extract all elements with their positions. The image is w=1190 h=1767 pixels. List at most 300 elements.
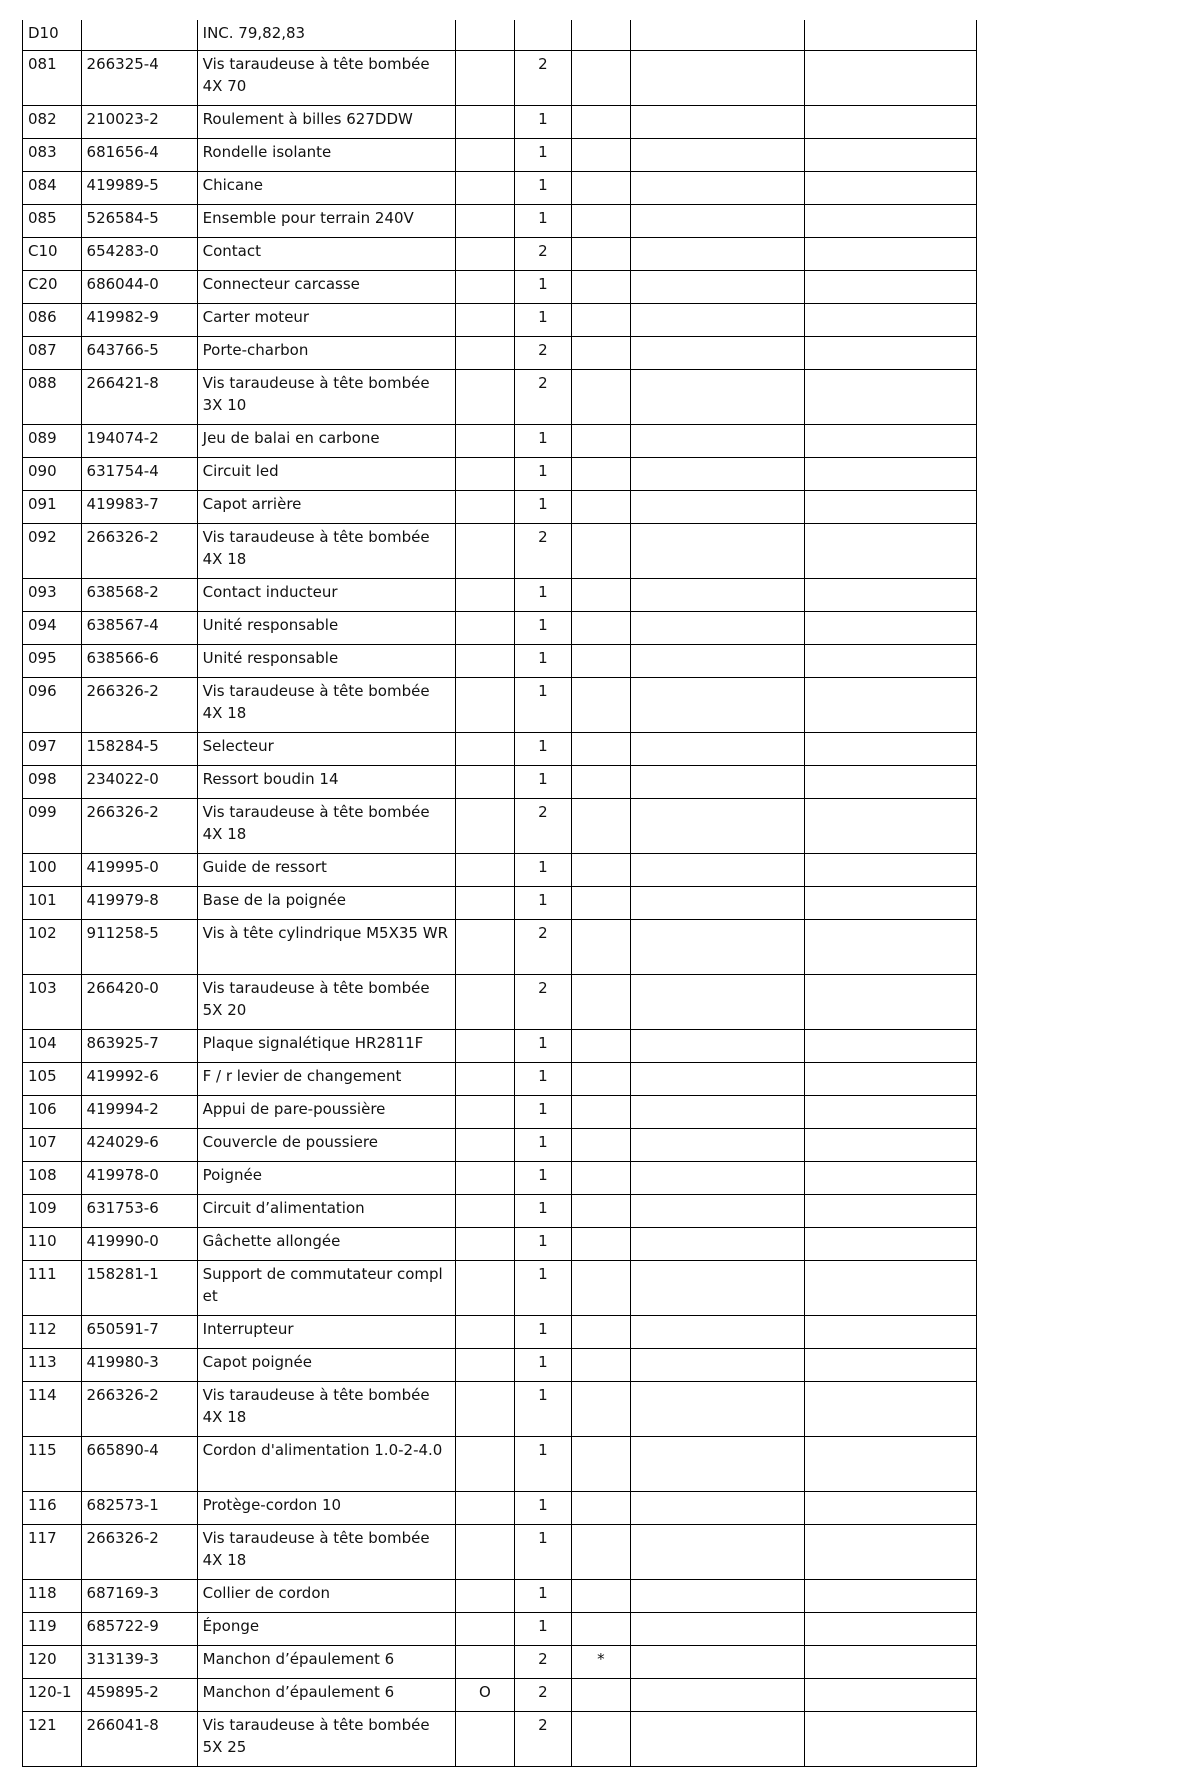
note-cell <box>572 1613 631 1646</box>
note-cell <box>572 1712 631 1767</box>
note-cell <box>572 51 631 106</box>
part-number-cell: 419992-6 <box>81 1063 197 1096</box>
table-row <box>23 1261 977 1316</box>
item-number-cell: 106 <box>23 1096 82 1129</box>
item-number-cell: 119 <box>23 1613 82 1646</box>
item-number-cell: 083 <box>23 139 82 172</box>
remarks-cell <box>630 20 805 51</box>
extra-cell <box>805 1261 977 1316</box>
note-cell <box>572 799 631 854</box>
option-cell <box>456 1162 515 1195</box>
extra-cell <box>805 1030 977 1063</box>
note-cell <box>572 20 631 51</box>
item-number-cell: 110 <box>23 1228 82 1261</box>
extra-cell <box>805 920 977 975</box>
item-number-cell: 114 <box>23 1382 82 1437</box>
remarks-cell <box>630 337 805 370</box>
note-cell <box>572 139 631 172</box>
note-cell <box>572 1525 631 1580</box>
quantity-cell: 2 <box>514 51 572 106</box>
quantity-cell: 1 <box>514 1063 572 1096</box>
part-number-cell: 685722-9 <box>81 1613 197 1646</box>
extra-cell <box>805 20 977 51</box>
description-cell: Capot arrière <box>197 491 455 524</box>
description-cell: Ressort boudin 14 <box>197 766 455 799</box>
note-cell <box>572 271 631 304</box>
item-number-cell: 088 <box>23 370 82 425</box>
table-row <box>23 1096 977 1129</box>
part-number-cell: 234022-0 <box>81 766 197 799</box>
quantity-cell: 1 <box>514 1129 572 1162</box>
quantity-cell: 1 <box>514 139 572 172</box>
quantity-cell: 1 <box>514 205 572 238</box>
note-cell <box>572 370 631 425</box>
option-cell <box>456 645 515 678</box>
remarks-cell <box>630 1492 805 1525</box>
remarks-cell <box>630 425 805 458</box>
note-cell <box>572 1349 631 1382</box>
description-cell: Vis taraudeuse à tête bombée 5X 25 <box>197 1712 455 1767</box>
table-row <box>23 612 977 645</box>
option-cell <box>456 1613 515 1646</box>
item-number-cell: 118 <box>23 1580 82 1613</box>
remarks-cell <box>630 51 805 106</box>
quantity-cell: 1 <box>514 1261 572 1316</box>
quantity-cell: 1 <box>514 458 572 491</box>
item-number-cell: 097 <box>23 733 82 766</box>
part-number-cell: 266420-0 <box>81 975 197 1030</box>
remarks-cell <box>630 1525 805 1580</box>
part-number-cell: 459895-2 <box>81 1679 197 1712</box>
quantity-cell: 1 <box>514 1316 572 1349</box>
table-row <box>23 766 977 799</box>
item-number-cell: 096 <box>23 678 82 733</box>
table-row <box>23 1679 977 1712</box>
quantity-cell: 2 <box>514 1679 572 1712</box>
option-cell <box>456 1096 515 1129</box>
part-number-cell: 911258-5 <box>81 920 197 975</box>
remarks-cell <box>630 1316 805 1349</box>
extra-cell <box>805 425 977 458</box>
extra-cell <box>805 172 977 205</box>
remarks-cell <box>630 458 805 491</box>
part-number-cell: 266325-4 <box>81 51 197 106</box>
description-cell: Vis taraudeuse à tête bombée 3X 10 <box>197 370 455 425</box>
item-number-cell: 082 <box>23 106 82 139</box>
option-cell <box>456 766 515 799</box>
item-number-cell: 086 <box>23 304 82 337</box>
description-cell: Vis taraudeuse à tête bombée 4X 18 <box>197 1525 455 1580</box>
table-row <box>23 106 977 139</box>
note-cell <box>572 1129 631 1162</box>
item-number-cell: 090 <box>23 458 82 491</box>
option-cell <box>456 491 515 524</box>
extra-cell <box>805 975 977 1030</box>
quantity-cell: 1 <box>514 1382 572 1437</box>
part-number-cell: 158284-5 <box>81 733 197 766</box>
remarks-cell <box>630 975 805 1030</box>
option-cell <box>456 1228 515 1261</box>
item-number-cell: 109 <box>23 1195 82 1228</box>
remarks-cell <box>630 106 805 139</box>
part-number-cell: 266421-8 <box>81 370 197 425</box>
remarks-cell <box>630 1228 805 1261</box>
remarks-cell <box>630 733 805 766</box>
note-cell <box>572 1316 631 1349</box>
extra-cell <box>805 1580 977 1613</box>
table-row <box>23 1492 977 1525</box>
quantity-cell: 1 <box>514 887 572 920</box>
extra-cell <box>805 524 977 579</box>
quantity-cell: 1 <box>514 854 572 887</box>
quantity-cell: 1 <box>514 1030 572 1063</box>
item-number-cell: 092 <box>23 524 82 579</box>
description-cell: Unité responsable <box>197 645 455 678</box>
description-cell: Unité responsable <box>197 612 455 645</box>
item-number-cell: 112 <box>23 1316 82 1349</box>
quantity-cell: 1 <box>514 172 572 205</box>
item-number-cell: 093 <box>23 579 82 612</box>
extra-cell <box>805 1712 977 1767</box>
note-cell <box>572 1261 631 1316</box>
note-cell <box>572 238 631 271</box>
note-cell <box>572 1382 631 1437</box>
part-number-cell: 266326-2 <box>81 678 197 733</box>
remarks-cell <box>630 238 805 271</box>
remarks-cell <box>630 887 805 920</box>
description-cell: Circuit led <box>197 458 455 491</box>
option-cell <box>456 425 515 458</box>
item-number-cell: 085 <box>23 205 82 238</box>
part-number-cell: 681656-4 <box>81 139 197 172</box>
description-cell: Manchon d’épaulement 6 <box>197 1679 455 1712</box>
table-row <box>23 370 977 425</box>
extra-cell <box>805 854 977 887</box>
table-row <box>23 1063 977 1096</box>
note-cell <box>572 205 631 238</box>
part-number-cell: 158281-1 <box>81 1261 197 1316</box>
note-cell <box>572 1580 631 1613</box>
option-cell <box>456 1492 515 1525</box>
quantity-cell: 2 <box>514 799 572 854</box>
option-cell <box>456 1437 515 1492</box>
description-cell: Poignée <box>197 1162 455 1195</box>
description-cell: Vis à tête cylindrique M5X35 WR <box>197 920 455 975</box>
remarks-cell <box>630 1646 805 1679</box>
quantity-cell: 1 <box>514 645 572 678</box>
description-cell: Plaque signalétique HR2811F <box>197 1030 455 1063</box>
quantity-cell: 2 <box>514 975 572 1030</box>
extra-cell <box>805 1349 977 1382</box>
item-number-cell: 100 <box>23 854 82 887</box>
quantity-cell: 1 <box>514 1525 572 1580</box>
item-number-cell: 121 <box>23 1712 82 1767</box>
quantity-cell: 2 <box>514 920 572 975</box>
quantity-cell: 1 <box>514 106 572 139</box>
part-number-cell: 419994-2 <box>81 1096 197 1129</box>
note-cell: * <box>572 1646 631 1679</box>
table-row <box>23 1030 977 1063</box>
extra-cell <box>805 1316 977 1349</box>
remarks-cell <box>630 205 805 238</box>
quantity-cell: 2 <box>514 337 572 370</box>
note-cell <box>572 645 631 678</box>
description-cell: Ensemble pour terrain 240V <box>197 205 455 238</box>
part-number-cell: 631753-6 <box>81 1195 197 1228</box>
extra-cell <box>805 1382 977 1437</box>
description-cell: Jeu de balai en carbone <box>197 425 455 458</box>
extra-cell <box>805 139 977 172</box>
note-cell <box>572 1063 631 1096</box>
option-cell <box>456 1349 515 1382</box>
quantity-cell: 1 <box>514 678 572 733</box>
extra-cell <box>805 205 977 238</box>
extra-cell <box>805 733 977 766</box>
remarks-cell <box>630 1580 805 1613</box>
note-cell <box>572 337 631 370</box>
table-row <box>23 139 977 172</box>
remarks-cell <box>630 1712 805 1767</box>
note-cell <box>572 1096 631 1129</box>
part-number-cell: 654283-0 <box>81 238 197 271</box>
note-cell <box>572 920 631 975</box>
quantity-cell: 1 <box>514 612 572 645</box>
extra-cell <box>805 1063 977 1096</box>
description-cell: Vis taraudeuse à tête bombée 4X 18 <box>197 799 455 854</box>
option-cell <box>456 854 515 887</box>
remarks-cell <box>630 1129 805 1162</box>
table-row <box>23 1195 977 1228</box>
part-number-cell: 266326-2 <box>81 799 197 854</box>
description-cell: F / r levier de changement <box>197 1063 455 1096</box>
remarks-cell <box>630 1096 805 1129</box>
table-row <box>23 854 977 887</box>
part-number-cell: 419990-0 <box>81 1228 197 1261</box>
extra-cell <box>805 337 977 370</box>
extra-cell <box>805 1525 977 1580</box>
description-cell: Contact <box>197 238 455 271</box>
option-cell <box>456 304 515 337</box>
item-number-cell: D10 <box>23 20 82 51</box>
option-cell <box>456 975 515 1030</box>
option-cell <box>456 887 515 920</box>
extra-cell <box>805 1646 977 1679</box>
part-number-cell: 638566-6 <box>81 645 197 678</box>
parts-table <box>22 20 977 1767</box>
option-cell <box>456 1646 515 1679</box>
note-cell <box>572 172 631 205</box>
table-row <box>23 1228 977 1261</box>
note-cell <box>572 579 631 612</box>
description-cell: Circuit d’alimentation <box>197 1195 455 1228</box>
part-number-cell: 419978-0 <box>81 1162 197 1195</box>
extra-cell <box>805 1613 977 1646</box>
remarks-cell <box>630 1679 805 1712</box>
item-number-cell: 103 <box>23 975 82 1030</box>
note-cell <box>572 458 631 491</box>
remarks-cell <box>630 1437 805 1492</box>
item-number-cell: 102 <box>23 920 82 975</box>
item-number-cell: 120-1 <box>23 1679 82 1712</box>
table-row <box>23 304 977 337</box>
note-cell <box>572 1195 631 1228</box>
option-cell <box>456 920 515 975</box>
description-cell: Selecteur <box>197 733 455 766</box>
note-cell <box>572 733 631 766</box>
extra-cell <box>805 238 977 271</box>
description-cell: Carter moteur <box>197 304 455 337</box>
part-number-cell: 266326-2 <box>81 524 197 579</box>
description-cell: Collier de cordon <box>197 1580 455 1613</box>
description-cell: Base de la poignée <box>197 887 455 920</box>
description-cell: Manchon d’épaulement 6 <box>197 1646 455 1679</box>
table-row <box>23 920 977 975</box>
table-row <box>23 238 977 271</box>
part-number-cell: 419980-3 <box>81 1349 197 1382</box>
note-cell <box>572 678 631 733</box>
remarks-cell <box>630 854 805 887</box>
table-row <box>23 975 977 1030</box>
remarks-cell <box>630 271 805 304</box>
option-cell <box>456 1129 515 1162</box>
quantity-cell: 2 <box>514 1646 572 1679</box>
remarks-cell <box>630 1382 805 1437</box>
item-number-cell: 117 <box>23 1525 82 1580</box>
part-number-cell: 638567-4 <box>81 612 197 645</box>
extra-cell <box>805 370 977 425</box>
extra-cell <box>805 1679 977 1712</box>
table-row <box>23 799 977 854</box>
option-cell <box>456 1063 515 1096</box>
table-row <box>23 887 977 920</box>
note-cell <box>572 491 631 524</box>
item-number-cell: 095 <box>23 645 82 678</box>
table-row <box>23 645 977 678</box>
extra-cell <box>805 887 977 920</box>
part-number-cell: 419979-8 <box>81 887 197 920</box>
quantity-cell: 1 <box>514 271 572 304</box>
part-number-cell: 665890-4 <box>81 1437 197 1492</box>
remarks-cell <box>630 612 805 645</box>
table-row <box>23 1525 977 1580</box>
option-cell <box>456 1316 515 1349</box>
item-number-cell: 081 <box>23 51 82 106</box>
extra-cell <box>805 1437 977 1492</box>
remarks-cell <box>630 1195 805 1228</box>
extra-cell <box>805 271 977 304</box>
extra-cell <box>805 1096 977 1129</box>
quantity-cell: 1 <box>514 1613 572 1646</box>
description-cell: Interrupteur <box>197 1316 455 1349</box>
table-row <box>23 271 977 304</box>
extra-cell <box>805 491 977 524</box>
option-cell <box>456 1195 515 1228</box>
part-number-cell: 210023-2 <box>81 106 197 139</box>
item-number-cell: 116 <box>23 1492 82 1525</box>
extra-cell <box>805 612 977 645</box>
item-number-cell: 115 <box>23 1437 82 1492</box>
item-number-cell: C20 <box>23 271 82 304</box>
description-cell: Éponge <box>197 1613 455 1646</box>
quantity-cell: 1 <box>514 1437 572 1492</box>
extra-cell <box>805 1492 977 1525</box>
note-cell <box>572 975 631 1030</box>
quantity-cell: 1 <box>514 733 572 766</box>
quantity-cell: 2 <box>514 524 572 579</box>
item-number-cell: 087 <box>23 337 82 370</box>
table-row <box>23 733 977 766</box>
remarks-cell <box>630 370 805 425</box>
note-cell <box>572 1492 631 1525</box>
table-row <box>23 1316 977 1349</box>
note-cell <box>572 1228 631 1261</box>
option-cell <box>456 1525 515 1580</box>
option-cell <box>456 524 515 579</box>
extra-cell <box>805 304 977 337</box>
quantity-cell: 1 <box>514 579 572 612</box>
option-cell: O <box>456 1679 515 1712</box>
note-cell <box>572 425 631 458</box>
part-number-cell: 687169-3 <box>81 1580 197 1613</box>
remarks-cell <box>630 645 805 678</box>
note-cell <box>572 304 631 337</box>
part-number-cell: 682573-1 <box>81 1492 197 1525</box>
quantity-cell: 1 <box>514 1580 572 1613</box>
note-cell <box>572 766 631 799</box>
remarks-cell <box>630 1162 805 1195</box>
table-row <box>23 1712 977 1767</box>
extra-cell <box>805 1129 977 1162</box>
note-cell <box>572 524 631 579</box>
quantity-cell <box>514 20 572 51</box>
description-cell: Connecteur carcasse <box>197 271 455 304</box>
option-cell <box>456 238 515 271</box>
description-cell: INC. 79,82,83 <box>197 20 455 51</box>
item-number-cell: 084 <box>23 172 82 205</box>
remarks-cell <box>630 799 805 854</box>
option-cell <box>456 612 515 645</box>
option-cell <box>456 271 515 304</box>
table-row <box>23 1382 977 1437</box>
description-cell: Vis taraudeuse à tête bombée 4X 70 <box>197 51 455 106</box>
note-cell <box>572 1679 631 1712</box>
description-cell: Support de commutateur compl et <box>197 1261 455 1316</box>
option-cell <box>456 51 515 106</box>
item-number-cell: 091 <box>23 491 82 524</box>
item-number-cell: 108 <box>23 1162 82 1195</box>
table-row <box>23 579 977 612</box>
extra-cell <box>805 799 977 854</box>
option-cell <box>456 337 515 370</box>
part-number-cell: 266041-8 <box>81 1712 197 1767</box>
part-number-cell: 638568-2 <box>81 579 197 612</box>
description-cell: Gâchette allongée <box>197 1228 455 1261</box>
extra-cell <box>805 51 977 106</box>
quantity-cell: 2 <box>514 1712 572 1767</box>
note-cell <box>572 612 631 645</box>
part-number-cell: 419982-9 <box>81 304 197 337</box>
extra-cell <box>805 106 977 139</box>
part-number-cell: 313139-3 <box>81 1646 197 1679</box>
description-cell: Roulement à billes 627DDW <box>197 106 455 139</box>
part-number-cell: 419995-0 <box>81 854 197 887</box>
item-number-cell: 101 <box>23 887 82 920</box>
option-cell <box>456 678 515 733</box>
remarks-cell <box>630 1261 805 1316</box>
extra-cell <box>805 766 977 799</box>
note-cell <box>572 1162 631 1195</box>
note-cell <box>572 854 631 887</box>
